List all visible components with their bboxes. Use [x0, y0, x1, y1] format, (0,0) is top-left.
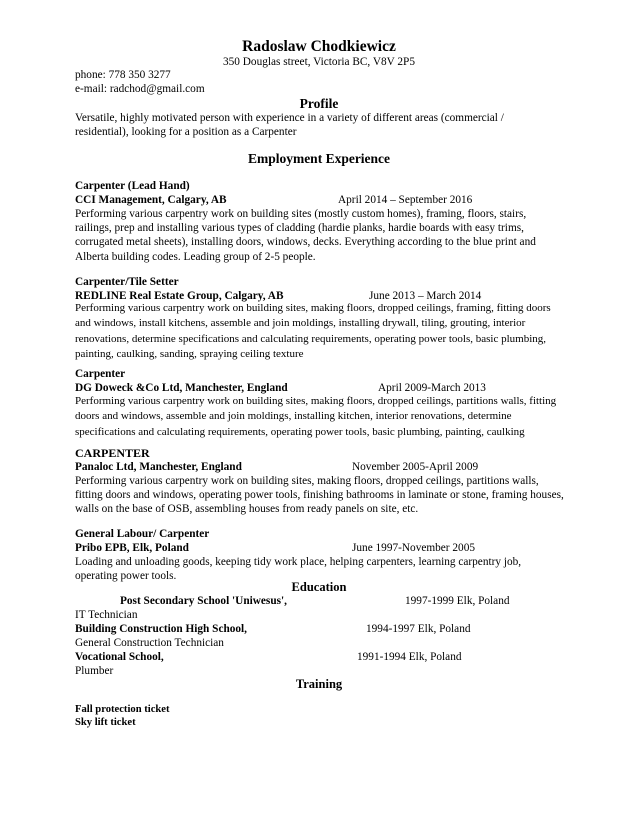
education-dates: 1991-1994 Elk, Poland — [357, 651, 462, 663]
education-school: Vocational School, — [75, 651, 164, 663]
job-dates: June 1997-November 2005 — [352, 542, 475, 554]
job-company: DG Doweck &Co Ltd, Manchester, England — [75, 382, 288, 394]
education-dates: 1997-1999 Elk, Poland — [405, 595, 510, 607]
job-company: Panaloc Ltd, Manchester, England — [75, 461, 242, 473]
education-school: Post Secondary School 'Uniwesus', — [120, 595, 287, 607]
job-description: Performing various carpentry work on building sites, making floors, dropped ceilings, partitions walls, fitting doors and windows, operating power tools, finishing bathrooms in laminate or stone, framing houses, walls on the base of OSB, assembling houses from ready panels on site, etc. — [75, 475, 564, 516]
job-description: Performing various carpentry work on building sites (mostly custom homes), framing, floors, stairs, railings, prep and installing various types of cladding (hardie planks, hardie boards with easy trims, corrugated metal sheets), installing doors, windows, decks. Everything according to the blue print and Alberta building codes. Leading group of 2-5 people. — [75, 208, 536, 263]
job-title: CARPENTER — [75, 446, 150, 460]
phone: phone: 778 350 3277 — [75, 69, 171, 81]
training-heading: Training — [295, 677, 343, 691]
education-heading: Education — [291, 580, 347, 594]
education-program: General Construction Technician — [75, 637, 224, 649]
profile-line-1: Versatile, highly motivated person with experience in a variety of different areas (commercial / — [75, 112, 504, 124]
training-item: Sky lift ticket — [75, 717, 136, 728]
job-title: Carpenter — [75, 368, 126, 380]
job-dates: June 2013 – March 2014 — [369, 290, 482, 302]
employment-heading: Employment Experience — [247, 151, 391, 166]
job-company: Pribo EPB, Elk, Poland — [75, 542, 189, 554]
education-school: Building Construction High School, — [75, 623, 248, 635]
profile-line-2: residential), looking for a position as a Carpenter — [75, 126, 297, 138]
job-company: CCI Management, Calgary, AB — [75, 194, 227, 206]
job-company: REDLINE Real Estate Group, Calgary, AB — [75, 290, 284, 302]
job-dates: November 2005-April 2009 — [352, 461, 479, 473]
education-dates: 1994-1997 Elk, Poland — [366, 623, 471, 635]
job-title: General Labour/ Carpenter — [75, 528, 210, 540]
job-dates: April 2014 – September 2016 — [338, 194, 473, 206]
job-title: Carpenter/Tile Setter — [75, 276, 179, 288]
job-description: Loading and unloading goods, keeping tidy work place, helping carpenters, learning carpentry job, operating power tools. — [75, 556, 522, 583]
address: 350 Douglas street, Victoria BC, V8V 2P5 — [223, 56, 415, 68]
education-program: IT Technician — [75, 609, 138, 621]
job-description: Performing various carpentry work on building sites, making floors, dropped ceilings, partitions walls, fitting doors and windows, assemble and join moldings, installing kitchen, interior renovations, determine specifications and calculating requirements, operating power tools, basic plumbing, painting, caulking — [75, 395, 557, 438]
job-dates: April 2009-March 2013 — [378, 382, 486, 394]
profile-heading: Profile — [299, 96, 339, 111]
training-item: Fall protection ticket — [75, 704, 170, 715]
email: e-mail: radchod@gmail.com — [75, 83, 205, 95]
candidate-name: Radoslaw Chodkiewicz — [242, 38, 396, 55]
education-program: Plumber — [75, 665, 114, 677]
job-title: Carpenter (Lead Hand) — [75, 180, 190, 192]
job-description: Performing various carpentry work on building sites, making floors, dropped ceilings, framing, fitting doors and windows, install kitchens, assemble and join moldings, installing drywall, tiling, grouting, interior renovations, determine specifications and calculating requirements, operating power tools, basic plumbing, painting, caulking, sanding, spraying ceiling texture — [75, 302, 551, 360]
